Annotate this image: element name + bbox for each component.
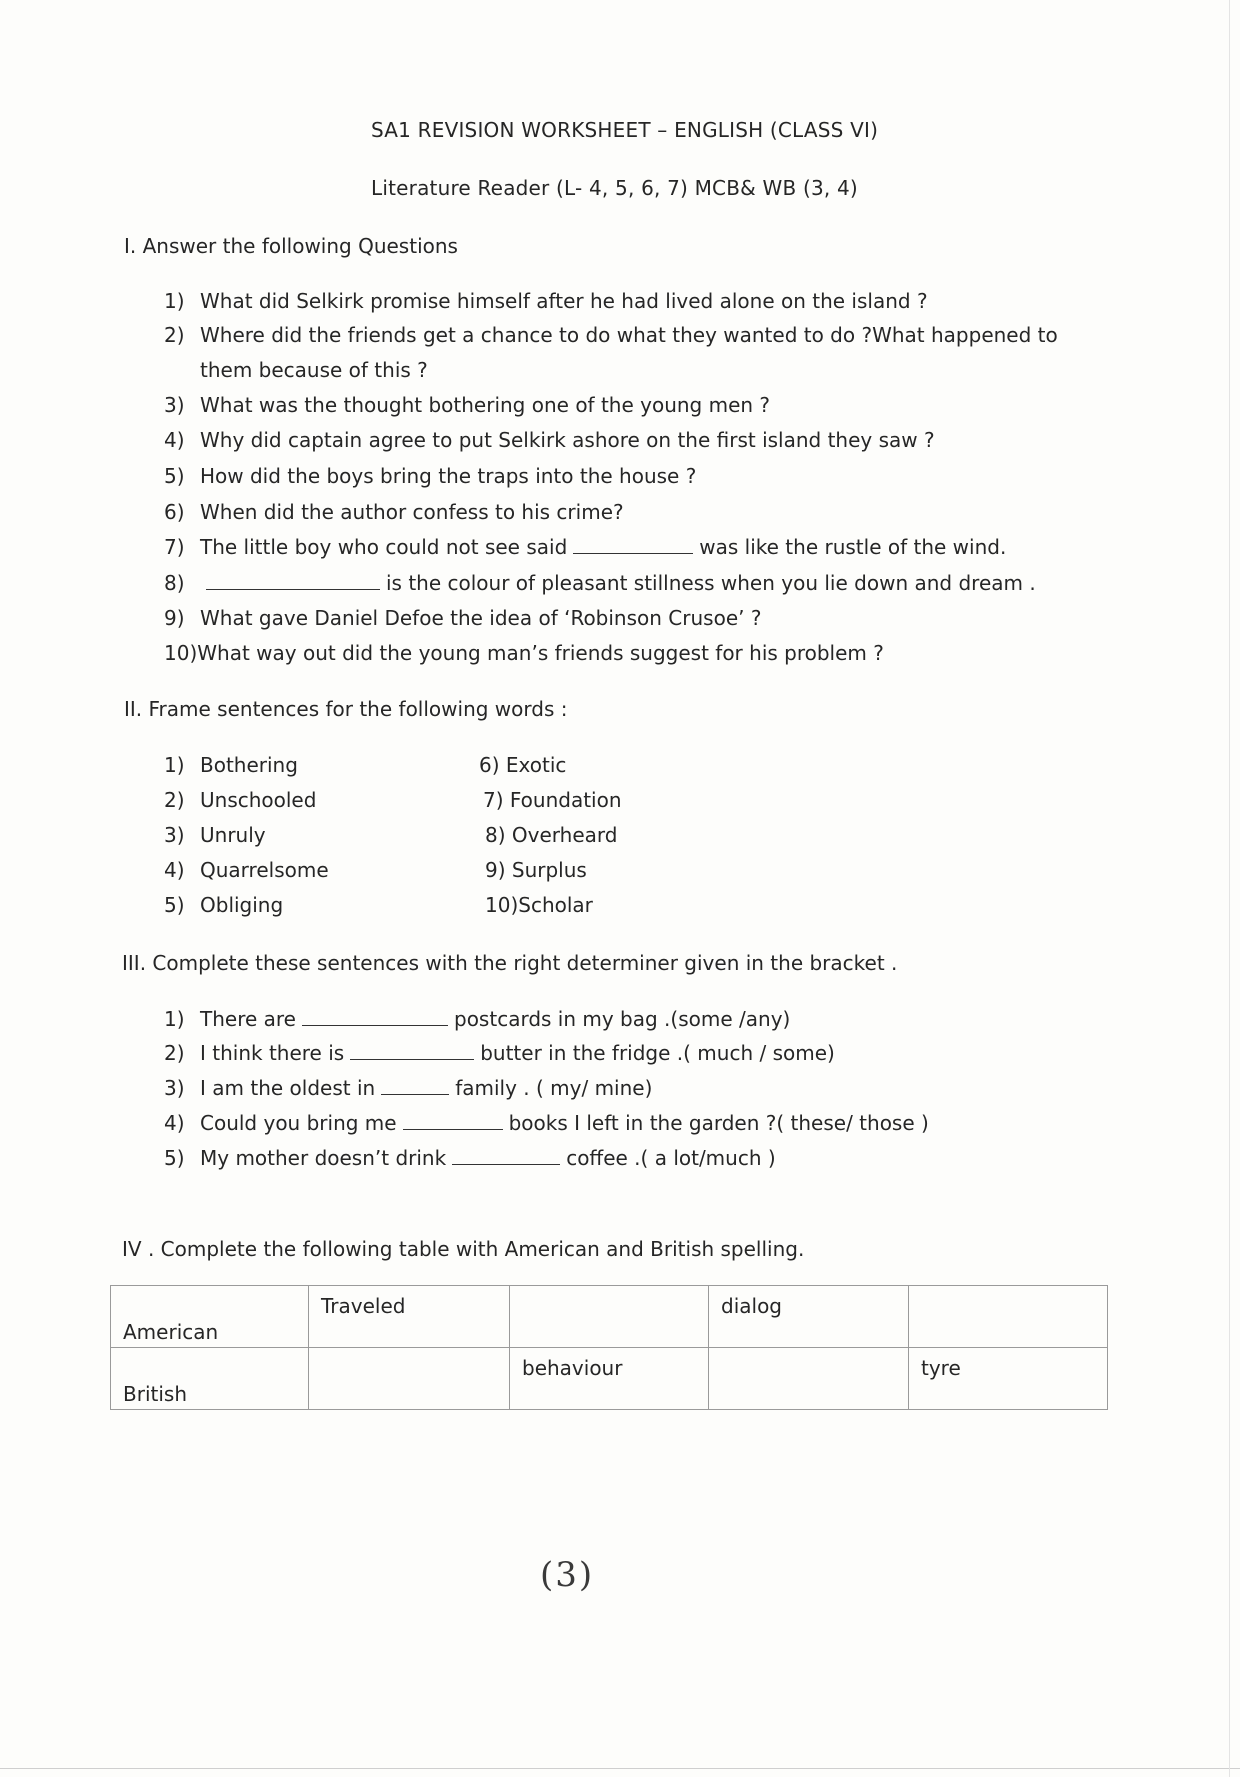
table-row-american xyxy=(111,1286,1108,1348)
question-item xyxy=(164,500,624,524)
question-number: 1) xyxy=(164,289,185,313)
fill-blank[interactable] xyxy=(350,1041,474,1060)
determiner-item xyxy=(164,1007,790,1031)
row-label: British xyxy=(123,1382,187,1406)
word-text: Unschooled xyxy=(200,788,317,812)
worksheet-title: SA1 REVISION WORKSHEET – ENGLISH (CLASS VI) xyxy=(371,118,879,142)
item-text-before: My mother doesn’t drink xyxy=(200,1146,447,1170)
question-item xyxy=(164,641,884,665)
cell-text: tyre xyxy=(921,1356,961,1380)
question-text: Why did captain agree to put Selkirk ashore on the first island they saw ? xyxy=(200,428,935,452)
word-item: 8) Overheard xyxy=(485,823,618,847)
page-number: (3) xyxy=(540,1555,595,1595)
table-cell[interactable] xyxy=(309,1286,510,1348)
question-item xyxy=(164,323,1058,347)
word-item xyxy=(164,823,266,847)
table-row-british xyxy=(111,1348,1108,1410)
table-cell[interactable] xyxy=(510,1348,709,1410)
section-1-heading: I. Answer the following Questions xyxy=(124,234,458,258)
item-text-after: family . ( my/ mine) xyxy=(455,1076,653,1100)
spelling-table xyxy=(110,1285,1108,1410)
question-item xyxy=(164,535,1006,559)
question-number: 8) xyxy=(164,571,185,595)
worksheet-subtitle: Literature Reader (L- 4, 5, 6, 7) MCB& WB (3, 4) xyxy=(371,176,858,200)
fill-blank[interactable] xyxy=(573,535,693,554)
word-number: 5) xyxy=(164,893,185,917)
item-text-before: I am the oldest in xyxy=(200,1076,376,1100)
question-text: How did the boys bring the traps into the house ? xyxy=(200,464,697,488)
question-text: What way out did the young man’s friends suggest for his problem ? xyxy=(197,641,884,665)
item-text-after: coffee .( a lot/much ) xyxy=(566,1146,776,1170)
item-text-after: books I left in the garden ?( these/ those ) xyxy=(508,1111,929,1135)
question-number: 6) xyxy=(164,500,185,524)
question-text-after: is the colour of pleasant stillness when you lie down and dream . xyxy=(386,571,1036,595)
word-number: 1) xyxy=(164,753,185,777)
word-item: 7) Foundation xyxy=(483,788,622,812)
row-label-cell xyxy=(111,1286,309,1348)
word-number: 3) xyxy=(164,823,185,847)
question-text: What was the thought bothering one of the young men ? xyxy=(200,393,771,417)
word-text: Unruly xyxy=(200,823,266,847)
cell-text: Traveled xyxy=(321,1294,406,1318)
word-item: 6) Exotic xyxy=(479,753,567,777)
item-number: 5) xyxy=(164,1146,185,1170)
table-cell[interactable] xyxy=(909,1286,1108,1348)
word-item: 9) Surplus xyxy=(485,858,587,882)
question-number: 2) xyxy=(164,323,185,347)
item-text-after: postcards in my bag .(some /any) xyxy=(454,1007,791,1031)
word-number: 4) xyxy=(164,858,185,882)
question-text: What gave Daniel Defoe the idea of ‘Robinson Crusoe’ ? xyxy=(200,606,762,630)
item-number: 2) xyxy=(164,1041,185,1065)
question-item xyxy=(164,428,935,452)
item-number: 1) xyxy=(164,1007,185,1031)
question-text: What did Selkirk promise himself after he had lived alone on the island ? xyxy=(200,289,928,313)
scan-edge-line xyxy=(1229,0,1230,1777)
question-number: 3) xyxy=(164,393,185,417)
item-text-before: Could you bring me xyxy=(200,1111,397,1135)
table-cell[interactable] xyxy=(510,1286,709,1348)
question-text: When did the author confess to his crime? xyxy=(200,500,624,524)
question-number: 9) xyxy=(164,606,185,630)
section-3-heading: III. Complete these sentences with the right determiner given in the bracket . xyxy=(122,951,898,975)
word-item xyxy=(164,858,329,882)
determiner-item xyxy=(164,1111,929,1135)
question-text-before: The little boy who could not see said xyxy=(200,535,568,559)
question-item xyxy=(164,464,696,488)
table-cell[interactable] xyxy=(909,1348,1108,1410)
word-item: 10)Scholar xyxy=(485,893,593,917)
question-item xyxy=(164,606,761,630)
question-item xyxy=(164,571,1036,595)
table-cell[interactable] xyxy=(709,1348,909,1410)
word-number: 2) xyxy=(164,788,185,812)
word-item xyxy=(164,753,298,777)
fill-blank[interactable] xyxy=(206,571,380,590)
question-number: 7) xyxy=(164,535,185,559)
word-item xyxy=(164,788,316,812)
item-text-after: butter in the fridge .( much / some) xyxy=(480,1041,835,1065)
row-label: American xyxy=(123,1320,219,1344)
row-label-cell xyxy=(111,1348,309,1410)
item-number: 3) xyxy=(164,1076,185,1100)
question-item xyxy=(164,289,928,313)
section-2-heading: II. Frame sentences for the following words : xyxy=(124,697,568,721)
cell-text: dialog xyxy=(721,1294,782,1318)
cell-text: behaviour xyxy=(522,1356,623,1380)
fill-blank[interactable] xyxy=(403,1111,503,1130)
question-number: 10) xyxy=(164,641,198,665)
question-item xyxy=(164,393,770,417)
question-text-after: was like the rustle of the wind. xyxy=(699,535,1007,559)
question-number: 4) xyxy=(164,428,185,452)
determiner-item xyxy=(164,1041,835,1065)
fill-blank[interactable] xyxy=(302,1007,448,1026)
question-text-continued: them because of this ? xyxy=(200,358,428,382)
item-number: 4) xyxy=(164,1111,185,1135)
item-text-before: There are xyxy=(200,1007,296,1031)
item-text-before: I think there is xyxy=(200,1041,345,1065)
question-text: Where did the friends get a chance to do what they wanted to do ?What happened to xyxy=(200,323,1058,347)
fill-blank[interactable] xyxy=(381,1076,449,1095)
fill-blank[interactable] xyxy=(452,1146,560,1165)
word-text: Quarrelsome xyxy=(200,858,329,882)
table-cell[interactable] xyxy=(309,1348,510,1410)
table-cell[interactable] xyxy=(709,1286,909,1348)
word-text: Obliging xyxy=(200,893,284,917)
determiner-item xyxy=(164,1146,776,1170)
determiner-item xyxy=(164,1076,652,1100)
word-text: Bothering xyxy=(200,753,298,777)
word-item xyxy=(164,893,283,917)
question-number: 5) xyxy=(164,464,185,488)
scan-edge-line xyxy=(0,1768,1240,1769)
section-4-heading: IV . Complete the following table with American and British spelling. xyxy=(122,1237,805,1261)
